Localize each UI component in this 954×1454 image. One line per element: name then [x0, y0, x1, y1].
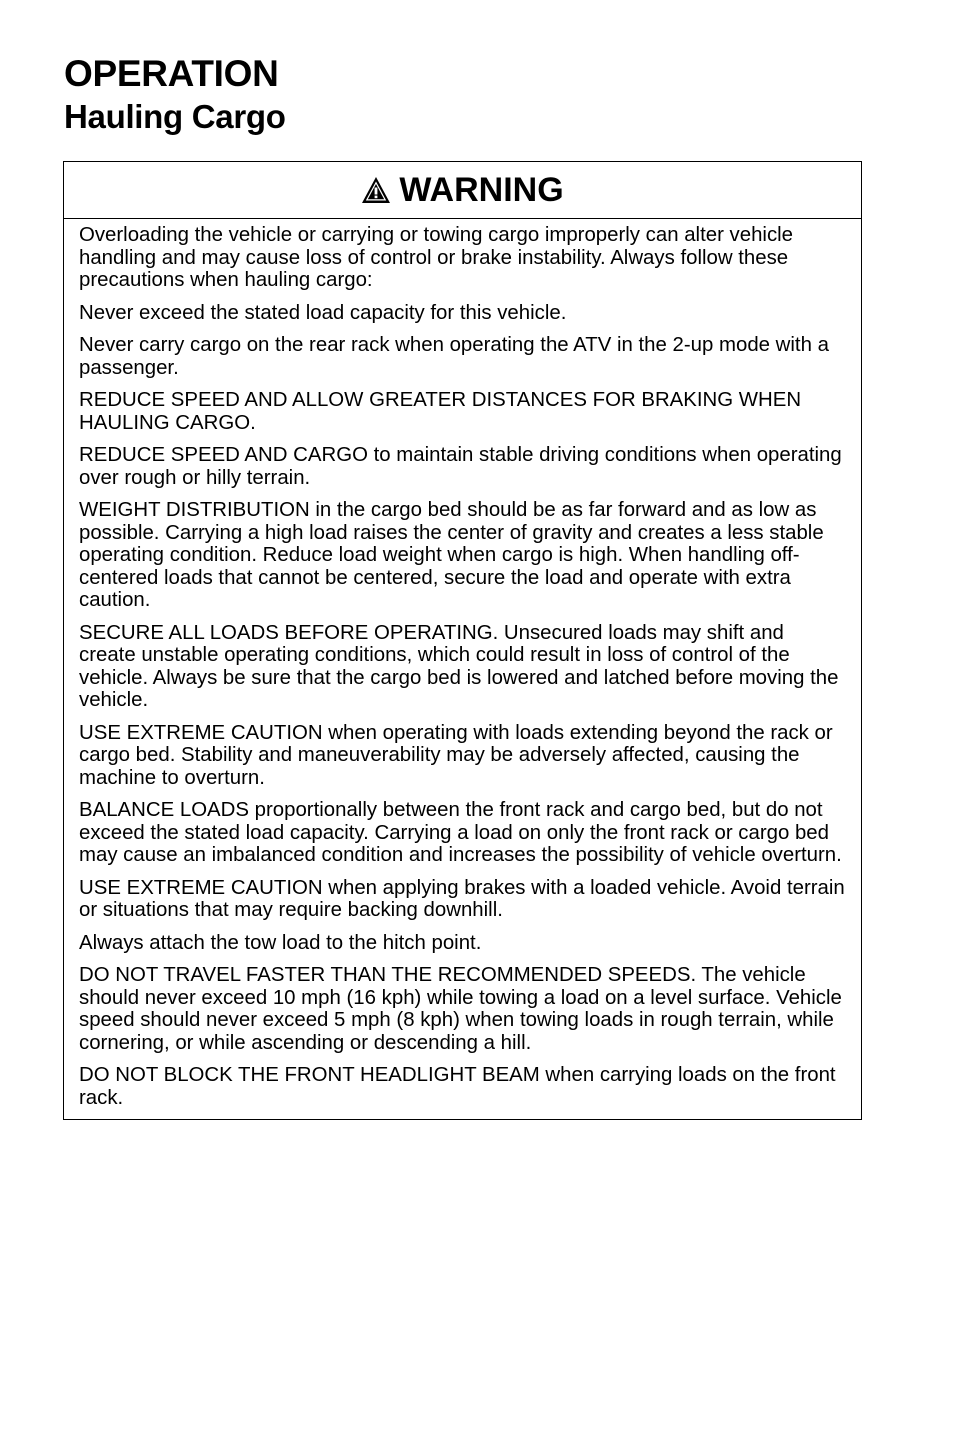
warning-paragraph: DO NOT BLOCK THE FRONT HEADLIGHT BEAM when carrying loads on the front rack.: [79, 1064, 836, 1109]
warning-label: WARNING: [399, 171, 564, 209]
warning-box: [63, 161, 862, 1120]
warning-paragraph: WEIGHT DISTRIBUTION in the cargo bed should be as far forward and as low as possible. Carrying a high load raises the center of gravity and creates a less stable operating condition. Reduce load weight when cargo is high. When handling off-centered loads that cannot be centered, secure the load and operate with extra caution.: [79, 499, 824, 611]
warning-paragraph: Always attach the tow load to the hitch point.: [79, 931, 482, 954]
warning-paragraph: Never carry cargo on the rear rack when operating the ATV in the 2-up mode with a passenger.: [79, 334, 829, 379]
warning-paragraph: Never exceed the stated load capacity for this vehicle.: [79, 301, 567, 324]
warning-body: [64, 219, 861, 1119]
warning-paragraph: DO NOT TRAVEL FASTER THAN THE RECOMMENDED SPEEDS. The vehicle should never exceed 10 mph (16 kph) while towing a load on a level surface. Vehicle speed should never exceed 5 mph (8 kph) when towing loads in rough terrain, while cornering, or while ascending or descending a hill.: [79, 964, 842, 1054]
warning-header: [64, 162, 861, 219]
warning-paragraph: REDUCE SPEED AND CARGO to maintain stable driving conditions when operating over rough or hilly terrain.: [79, 444, 842, 489]
warning-paragraph: USE EXTREME CAUTION when operating with loads extending beyond the rack or cargo bed. Stability and maneuverability may be adversely affected, causing the machine to overturn.: [79, 721, 833, 789]
warning-triangle-icon: [361, 176, 391, 204]
warning-paragraph: Overloading the vehicle or carrying or towing cargo improperly can alter vehicle handling and may cause loss of control or brake instability. Always follow these precautions when hauling cargo:: [79, 224, 794, 291]
warning-paragraph: REDUCE SPEED AND ALLOW GREATER DISTANCES FOR BRAKING WHEN HAULING CARGO.: [79, 389, 802, 434]
warning-paragraph: BALANCE LOADS proportionally between the front rack and cargo bed, but do not exceed the stated load capacity. Carrying a load on only the front rack or cargo bed may cause an imbalanced condition and increases the possibility of vehicle overturn.: [79, 799, 842, 866]
warning-paragraph: USE EXTREME CAUTION when applying brakes with a loaded vehicle. Avoid terrain or situations that may require backing downhill.: [79, 876, 845, 921]
warning-paragraph: SECURE ALL LOADS BEFORE OPERATING. Unsecured loads may shift and create unstable operating conditions, which could result in loss of control of the vehicle. Always be sure that the cargo bed is lowered and latched before moving the vehicle.: [79, 621, 839, 711]
page-title: Hauling Cargo: [64, 98, 286, 135]
section-title: OPERATION: [64, 53, 279, 94]
